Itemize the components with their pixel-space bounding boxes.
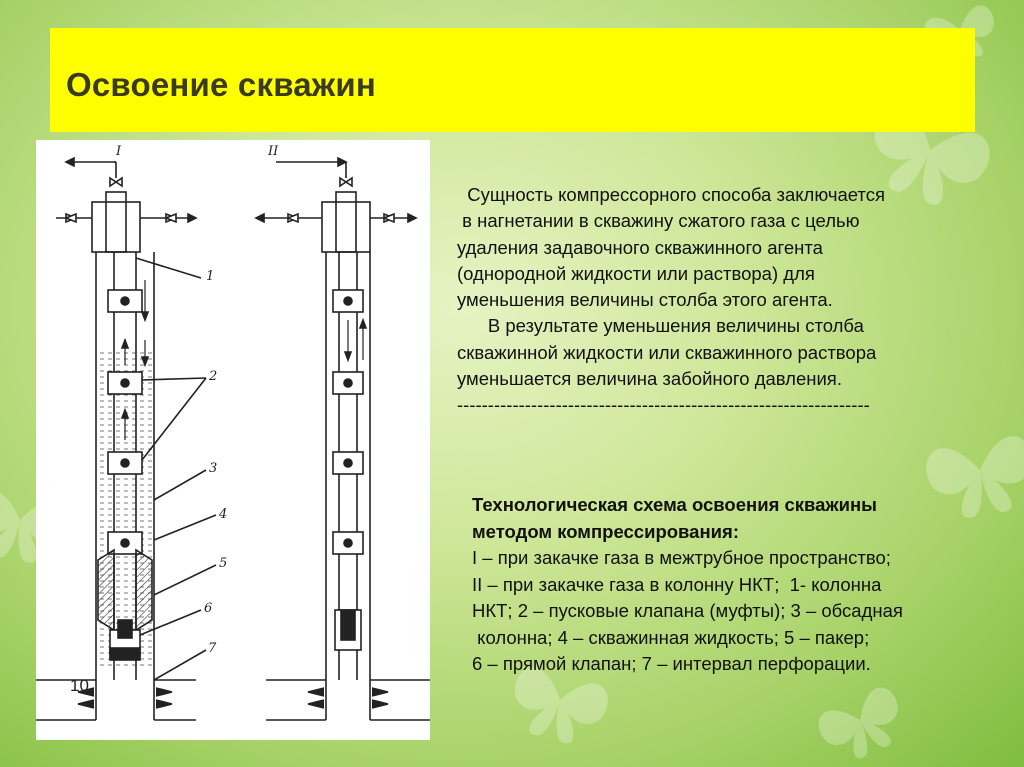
description-line: скважинной жидкости или скважинного раствора [457,341,877,363]
legend-item: НКТ; 2 – пусковые клапана (муфты); 3 – обсадная [472,600,903,621]
description-line: уменьшения величины столба этого агента. [457,289,833,311]
description-line: (однородной жидкости или раствора) для [457,262,815,284]
legend-heading: методом компрессирования: [472,520,739,542]
scheme-ii-label: II [268,144,279,159]
callout-1: 1 [206,269,215,284]
description-text [457,182,977,419]
well-diagram-panel [36,140,430,740]
page-number: 10 [70,676,89,695]
callout-7: 7 [208,641,217,656]
callout-2: 2 [209,369,218,384]
divider-line: ------------------------------------------------------------------- [457,394,870,416]
description-line: Сущность компрессорного способа заключается [457,184,885,205]
butterfly-icon [813,683,912,767]
description-line: удаления задавочного скважинного агента [457,236,823,258]
legend-heading: Технологическая схема освоения скважины [472,494,877,515]
legend-item: II – при закачке газа в колонну НКТ; 1- колонна [472,573,882,595]
legend-item: колонна; 4 – скважинная жидкость; 5 – пакер; [472,626,870,648]
legend-item: I – при закачке газа в межтрубное пространство; [472,547,891,568]
callout-5: 5 [219,556,228,571]
callout-3: 3 [209,461,218,476]
legend-text [472,492,992,678]
description-line: В результате уменьшения величины столба [457,315,864,337]
description-line: уменьшается величина забойного давления. [457,368,842,390]
legend-item: 6 – прямой клапан; 7 – интервал перфорации. [472,653,871,674]
slide-title: Освоение скважин [66,66,377,103]
well-scheme-ii [256,158,430,720]
title-bar [50,28,975,132]
scheme-i-label: I [116,144,122,159]
callout-6: 6 [204,601,213,616]
well-diagram [36,140,430,740]
callout-4: 4 [219,507,228,522]
description-line: в нагнетании в скважину сжатого газа с целью [457,210,860,232]
well-scheme-i [36,158,216,720]
